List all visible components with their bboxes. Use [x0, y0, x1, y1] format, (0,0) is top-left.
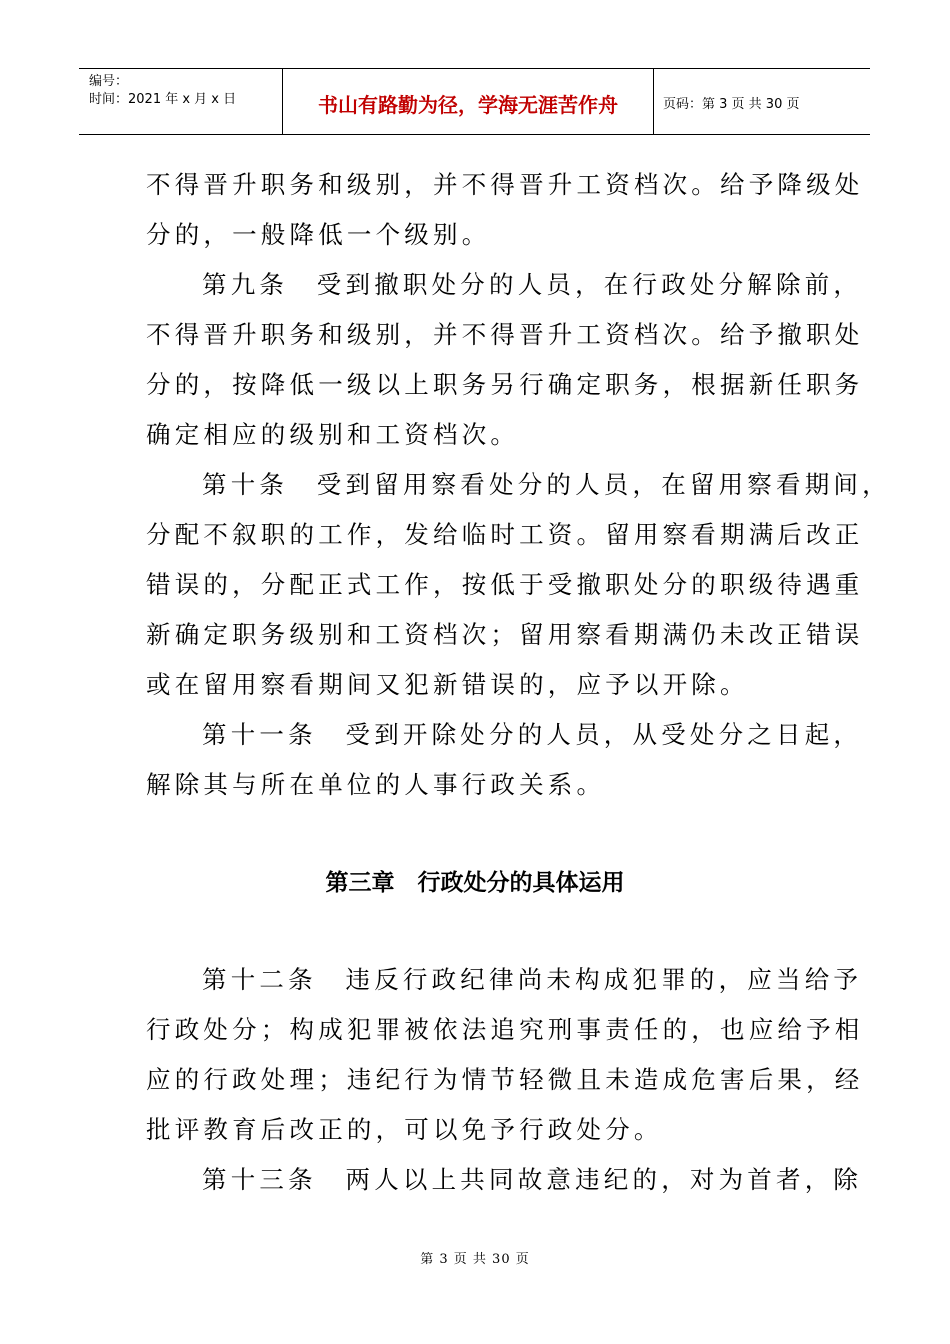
text-line: 新确定职务级别和工资档次；留用察看期满仍未改正错误: [146, 620, 864, 649]
text-line: 或在留用察看期间又犯新错误的，应予以开除。: [146, 670, 749, 699]
text-line: 错误的，分配正式工作，按低于受撤职处分的职级待遇重: [146, 570, 864, 599]
body-text-bottom: [146, 955, 864, 1205]
chapter-title: 第三章 行政处分的具体运用: [325, 870, 625, 896]
text-line: 不得晋升职务和级别，并不得晋升工资档次。给予降级处: [146, 170, 864, 199]
document-date-label: 时间：2021 年 x 月 x 日: [89, 92, 237, 107]
text-line: 第十条 受到留用察看处分的人员，在留用察看期间，: [202, 470, 891, 499]
header-motto: 书山有路勤为径，学海无涯苦作舟: [283, 69, 654, 134]
text-line: 第九条 受到撤职处分的人员，在行政处分解除前，: [202, 270, 863, 299]
text-line: 第十一条 受到开除处分的人员，从受处分之日起，: [202, 720, 863, 749]
text-line: 批评教育后改正的，可以免予行政处分。: [146, 1115, 663, 1144]
text-line: 分的，按降低一级以上职务另行确定职务，根据新任职务: [146, 370, 864, 399]
document-number-label: 编号：: [89, 74, 129, 89]
text-line: 第十二条 违反行政纪律尚未构成犯罪的，应当给予: [202, 965, 863, 994]
text-line: 不得晋升职务和级别，并不得晋升工资档次。给予撤职处: [146, 320, 864, 349]
page-header: [79, 68, 870, 135]
text-line: 确定相应的级别和工资档次。: [146, 420, 520, 449]
text-line: 分的，一般降低一个级别。: [146, 220, 491, 249]
text-line: 第十三条 两人以上共同故意违纪的，对为首者，除: [202, 1165, 863, 1194]
text-line: 应的行政处理；违纪行为情节轻微且未造成危害后果，经: [146, 1065, 864, 1094]
header-meta: [79, 69, 283, 134]
text-line: 解除其与所在单位的人事行政关系。: [146, 770, 606, 799]
text-line: 分配不叙职的工作，发给临时工资。留用察看期满后改正: [146, 520, 864, 549]
body-text-top: [146, 160, 891, 810]
header-page-info: 页码：第 3 页 共 30 页: [663, 97, 800, 112]
page-footer: 第 3 页 共 30 页: [420, 1252, 530, 1267]
text-line: 行政处分；构成犯罪被依法追究刑事责任的，也应给予相: [146, 1015, 864, 1044]
